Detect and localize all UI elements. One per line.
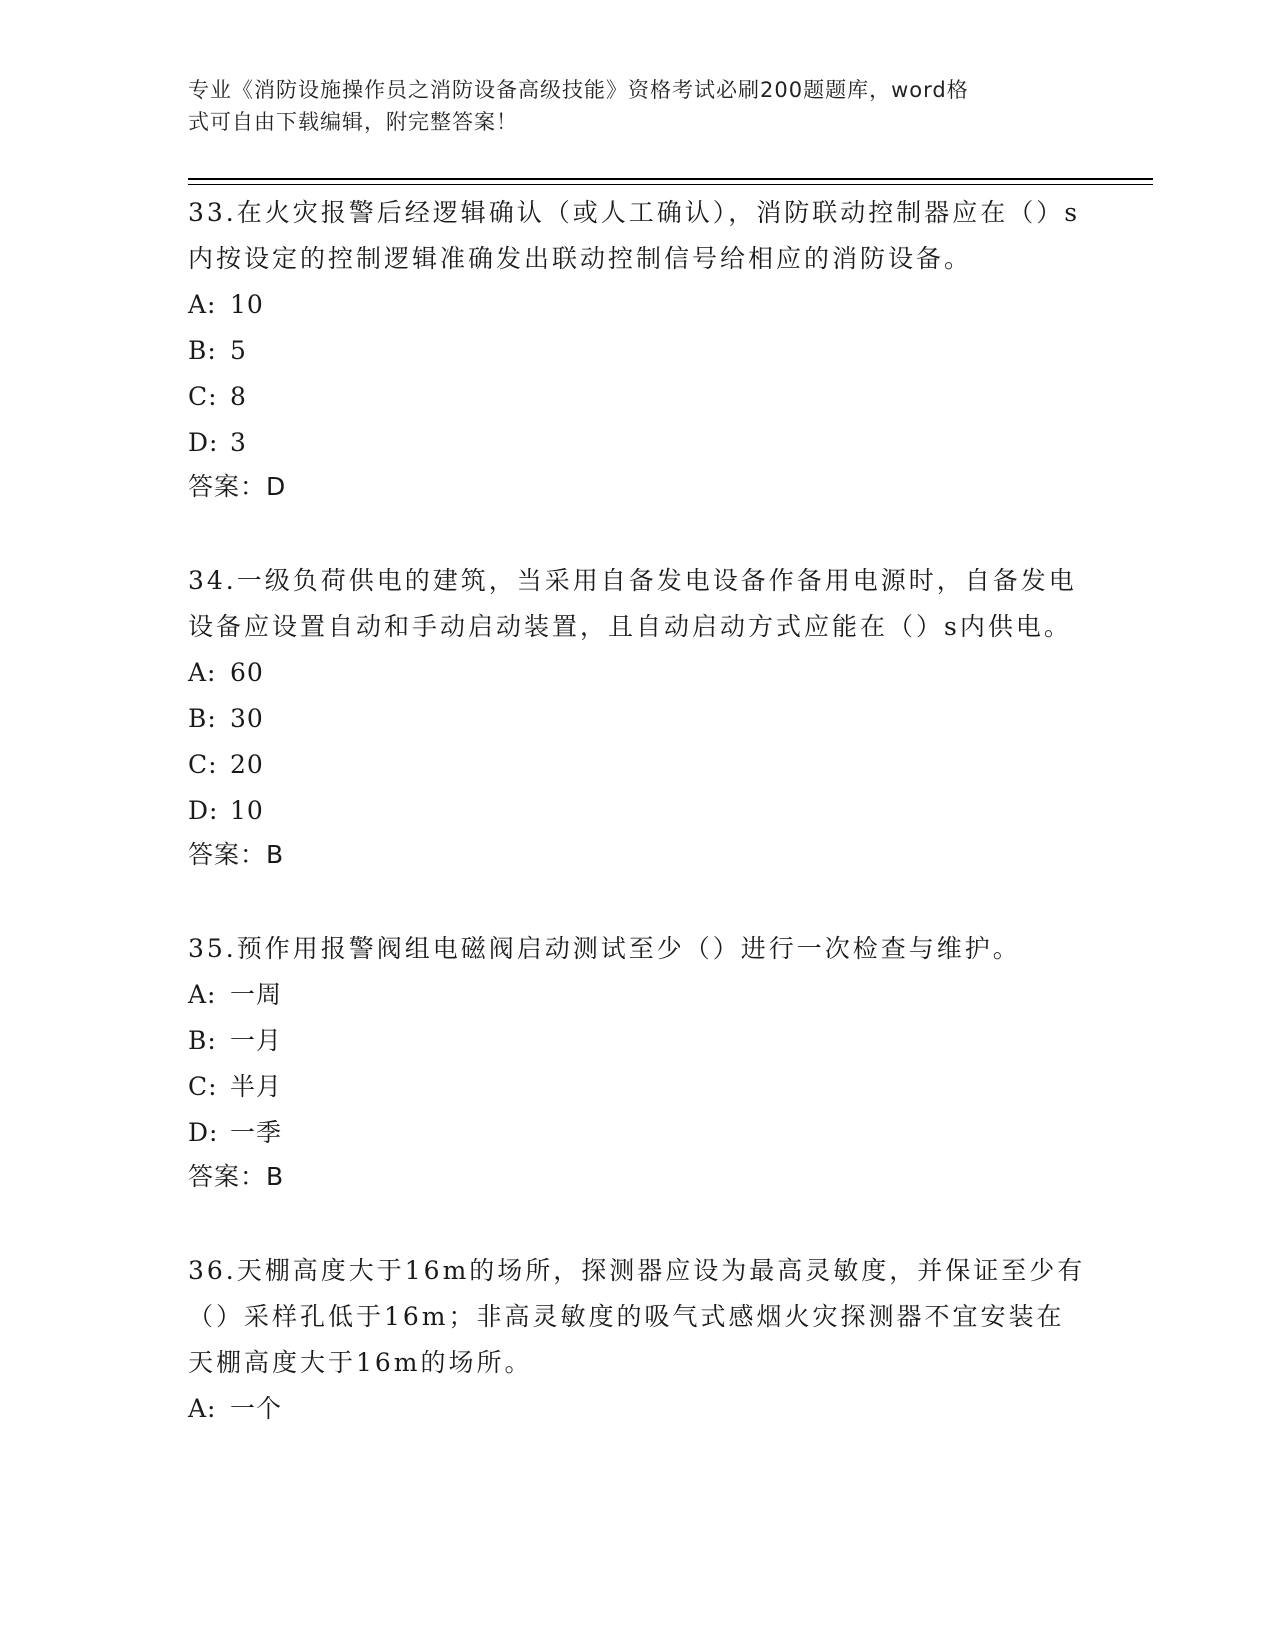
option-b <box>188 328 1088 374</box>
option-text: 5 <box>230 336 247 365</box>
option-a <box>188 650 1088 696</box>
option-text: 一季 <box>230 1118 283 1147</box>
option-label: C: <box>188 1072 218 1101</box>
header-line-1: 专业《消防设施操作员之消防设备高级技能》资格考试必刷200题题库，word格 <box>188 78 969 102</box>
option-c <box>188 1064 1088 1110</box>
option-label: D: <box>188 428 219 457</box>
option-text: 20 <box>230 750 264 779</box>
header-divider-thin <box>188 184 1153 185</box>
question-stem: 35.预作用报警阀组电磁阀启动测试至少（）进行一次检查与维护。 <box>188 934 1021 963</box>
option-text: 一月 <box>230 1026 283 1055</box>
option-text: 60 <box>230 658 264 687</box>
option-label: D: <box>188 1118 219 1147</box>
option-text: 10 <box>230 796 264 825</box>
option-a <box>188 282 1088 328</box>
option-label: A: <box>188 980 217 1009</box>
option-text: 半月 <box>230 1072 283 1101</box>
option-label: B: <box>188 336 217 365</box>
option-label: D: <box>188 796 219 825</box>
option-label: A: <box>188 1394 217 1423</box>
option-label: A: <box>188 658 217 687</box>
question-36 <box>188 1248 1088 1432</box>
answer-line: 答案：D <box>188 472 287 501</box>
option-c <box>188 742 1088 788</box>
document-header <box>188 74 1068 138</box>
question-stem: 36.天棚高度大于16m的场所，探测器应设为最高灵敏度，并保证至少有（）采样孔低于16m；非高灵敏度的吸气式感烟火灾探测器不宜安装在天棚高度大于16m的场所。 <box>188 1256 1086 1377</box>
answer-line: 答案：B <box>188 1162 285 1191</box>
option-text: 10 <box>230 290 264 319</box>
question-34 <box>188 558 1088 876</box>
question-stem: 34.一级负荷供电的建筑，当采用自备发电设备作备用电源时，自备发电设备应设置自动和手动启动装置，且自动启动方式应能在（）s内供电。 <box>188 566 1077 641</box>
option-d <box>188 420 1088 466</box>
question-stem: 33.在火灾报警后经逻辑确认（或人工确认），消防联动控制器应在（）s内按设定的控制逻辑准确发出联动控制信号给相应的消防设备。 <box>188 198 1081 273</box>
question-35 <box>188 926 1088 1198</box>
answer-line: 答案：B <box>188 840 285 869</box>
header-divider-thick <box>188 178 1153 180</box>
option-d <box>188 1110 1088 1156</box>
option-b <box>188 1018 1088 1064</box>
option-label: C: <box>188 750 218 779</box>
option-label: A: <box>188 290 217 319</box>
option-label: B: <box>188 704 217 733</box>
option-label: B: <box>188 1026 217 1055</box>
option-text: 一个 <box>230 1394 283 1423</box>
option-text: 一周 <box>230 980 283 1009</box>
option-c <box>188 374 1088 420</box>
option-text: 3 <box>230 428 247 457</box>
option-d <box>188 788 1088 834</box>
option-a <box>188 972 1088 1018</box>
option-text: 8 <box>230 382 247 411</box>
option-a <box>188 1386 1088 1432</box>
question-33 <box>188 190 1088 508</box>
option-text: 30 <box>230 704 264 733</box>
header-line-2: 式可自由下载编辑，附完整答案！ <box>188 110 518 134</box>
question-list <box>188 190 1088 1482</box>
option-label: C: <box>188 382 218 411</box>
option-b <box>188 696 1088 742</box>
